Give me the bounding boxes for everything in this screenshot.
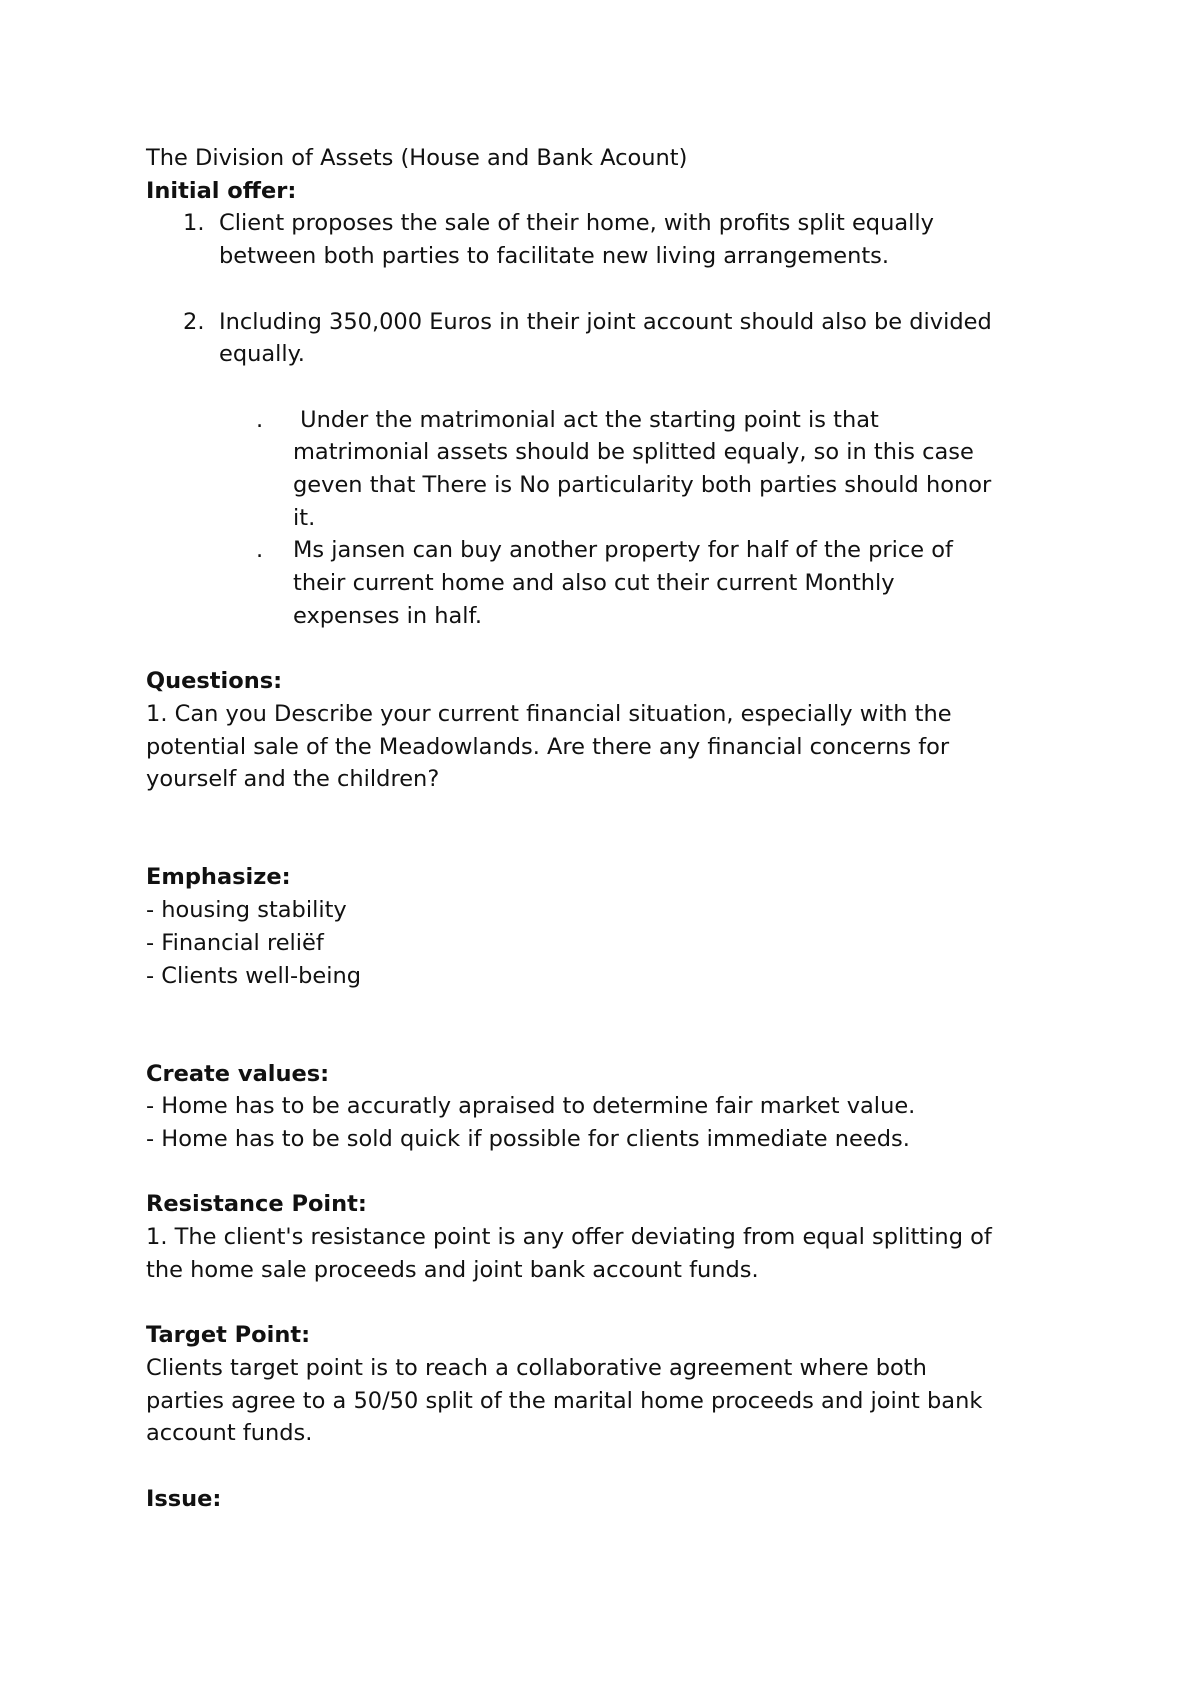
subpoint-line: it. (293, 504, 316, 531)
resistance-point-line: the home sale proceeds and joint bank account funds. (146, 1256, 759, 1283)
initial-offer-heading: Initial offer: (146, 177, 297, 204)
target-point-heading: Target Point: (146, 1322, 311, 1349)
list-item-line: equally. (219, 341, 305, 368)
subpoint-line: their current home and also cut their current Monthly (293, 570, 895, 597)
subpoint-ms-jansen (146, 534, 1086, 632)
list-marker: 2. (183, 308, 205, 335)
subpoint-line: expenses in half. (293, 602, 482, 629)
subpoint-line: Ms jansen can buy another property for half of the price of (293, 537, 953, 564)
target-point-line: account funds. (146, 1420, 313, 1447)
spacer (146, 1287, 1086, 1320)
spacer (146, 992, 1086, 1057)
spacer (146, 633, 1086, 666)
list-item-line: between both parties to facilitate new living arrangements. (219, 243, 890, 270)
list-item-line: Including 350,000 Euros in their joint account should also be divided (219, 308, 992, 335)
spacer (146, 1450, 1086, 1483)
subpoint-matrimonial-act (146, 404, 1086, 535)
spacer (146, 1156, 1086, 1189)
spacer (146, 273, 1086, 306)
document-title: The Division of Assets (House and Bank Acount) (146, 145, 688, 171)
emphasize-heading: Emphasize: (146, 864, 291, 891)
subpoint-line: geven that There is No particularity both parties should honor (293, 472, 992, 498)
questions-heading: Questions: (146, 668, 283, 695)
create-values-item: - Home has to be accuratly apraised to determine fair market value. (146, 1093, 916, 1120)
subpoint-marker: . (256, 406, 264, 433)
resistance-point-heading: Resistance Point: (146, 1191, 367, 1218)
list-marker: 1. (183, 210, 205, 237)
subpoint-line: Under the matrimonial act the starting point is that (293, 406, 879, 433)
list-item-line: Client proposes the sale of their home, with profits split equally (219, 210, 934, 237)
emphasize-item: - Clients well-being (146, 962, 362, 989)
subpoint-marker: . (256, 537, 264, 564)
questions-line: 1. Can you Describe your current financial situation, especially with the (146, 700, 952, 727)
target-point-line: parties agree to a 50/50 split of the marital home proceeds and joint bank (146, 1387, 983, 1414)
emphasize-item: - Financial reliëf (146, 929, 324, 956)
issue-heading: Issue: (146, 1485, 222, 1512)
spacer (146, 796, 1086, 861)
spacer (146, 371, 1086, 404)
initial-offer-item-2 (146, 306, 1086, 371)
document-page (146, 142, 1086, 1515)
create-values-heading: Create values: (146, 1060, 330, 1087)
emphasize-item: - housing stability (146, 897, 347, 924)
resistance-point-line: 1. The client's resistance point is any offer deviating from equal splitting of (146, 1224, 992, 1251)
initial-offer-item-1 (146, 207, 1086, 272)
target-point-line: Clients target point is to reach a collaborative agreement where both (146, 1354, 927, 1381)
create-values-item: - Home has to be sold quick if possible for clients immediate needs. (146, 1126, 910, 1153)
subpoint-line: matrimonial assets should be splitted equaly, so in this case (293, 439, 974, 466)
questions-line: yourself and the children? (146, 766, 440, 793)
questions-line: potential sale of the Meadowlands. Are there any financial concerns for (146, 733, 950, 760)
